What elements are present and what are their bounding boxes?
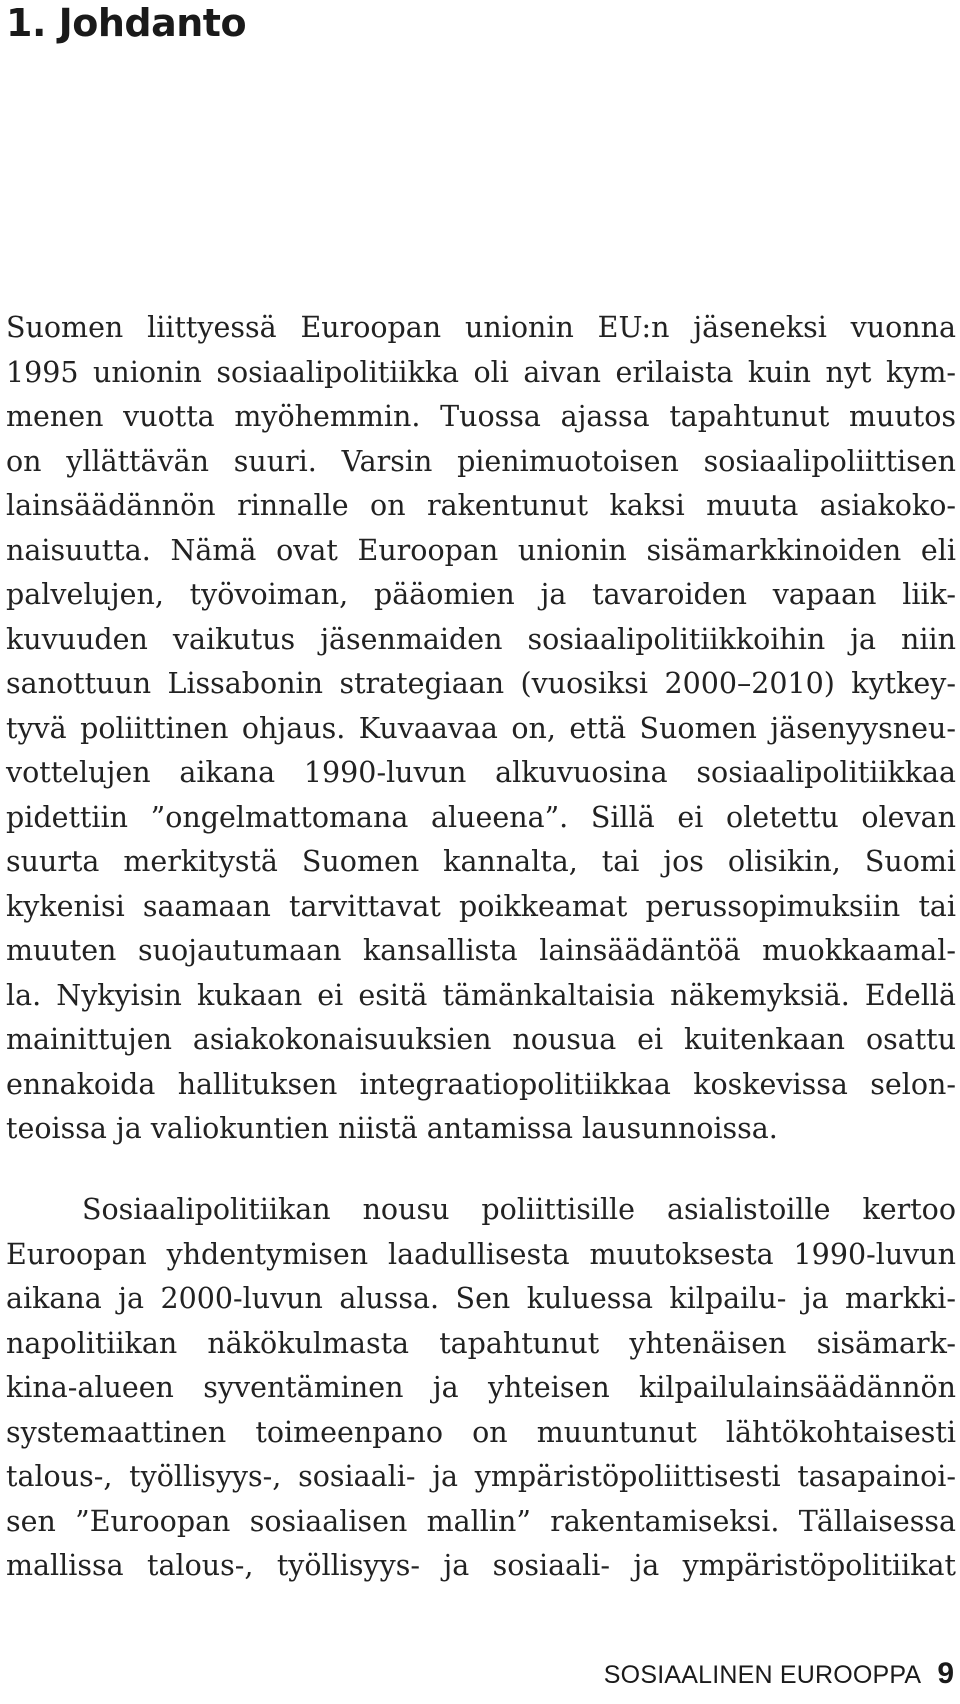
text-line: kina-alueen syventäminen ja yhteisen kilpailulainsäädännön: [6, 1371, 956, 1404]
paragraph-2: [6, 1188, 956, 1589]
text-line: muuten suojautumaan kansallista lainsäädäntöä muokkaamal-: [6, 934, 956, 967]
text-line: naisuutta. Nämä ovat Euroopan unionin sisämarkkinoiden eli: [6, 533, 956, 567]
text-line: palvelujen, työvoiman, pääomien ja tavaroiden vapaan liik-: [6, 578, 956, 611]
text-line: Euroopan yhdentymisen laadullisesta muutoksesta 1990-luvun: [6, 1237, 956, 1271]
text-line: mallissa talous-, työllisyys- ja sosiaali- ja ympäristöpolitiikat: [6, 1549, 956, 1582]
text-line: menen vuotta myöhemmin. Tuossa ajassa tapahtunut muutos: [6, 400, 956, 433]
text-line: 1995 unionin sosiaalipolitiikka oli aivan erilaista kuin nyt kym-: [6, 355, 956, 389]
text-line: aikana ja 2000-luvun alussa. Sen kuluessa kilpailu- ja markki-: [6, 1282, 956, 1315]
text-line: teoissa ja valiokuntien niistä antamissa lausunnoissa.: [6, 1112, 778, 1145]
text-line: ennakoida hallituksen integraatiopolitiikkaa koskevissa selon-: [6, 1067, 956, 1101]
text-line: suurta merkitystä Suomen kannalta, tai jos olisikin, Suomi: [6, 845, 956, 878]
text-line: Suomen liittyessä Euroopan unionin EU:n jäseneksi vuonna: [6, 311, 956, 344]
text-line: on yllättävän suuri. Varsin pienimuotoisen sosiaalipoliittisen: [6, 444, 956, 478]
text-line: pidettiin ”ongelmattomana alueena”. Sillä ei oletettu olevan: [6, 800, 956, 834]
text-line: napolitiikan näkökulmasta tapahtunut yhtenäisen sisämark-: [6, 1326, 956, 1360]
text-line: tyvä poliittinen ohjaus. Kuvaavaa on, että Suomen jäsenyysneu-: [6, 711, 956, 745]
paragraph-1: [6, 306, 956, 1152]
text-line: kuvuuden vaikutus jäsenmaiden sosiaalipolitiikkoihin ja niin: [6, 622, 956, 656]
chapter-title: 1. Johdanto: [6, 1, 247, 45]
text-line: systemaattinen toimeenpano on muuntunut lähtökohtaisesti: [6, 1415, 956, 1449]
text-line: vottelujen aikana 1990-luvun alkuvuosina sosiaalipolitiikkaa: [6, 756, 956, 789]
text-line: mainittujen asiakokonaisuuksien nousua ei kuitenkaan osattu: [6, 1023, 956, 1056]
text-line: Sosiaalipolitiikan nousu poliittisille asialistoille kertoo: [82, 1193, 956, 1226]
footer-running-title: SOSIAALINEN EUROOPPA: [603, 1661, 922, 1689]
text-line: kykenisi saamaan tarvittavat poikkeamat perussopimuksiin tai: [6, 889, 956, 923]
page-number: 9: [937, 1657, 954, 1690]
text-line: lainsäädännön rinnalle on rakentunut kaksi muuta asiakoko-: [6, 489, 956, 522]
text-line: talous-, työllisyys-, sosiaali- ja ympäristöpoliittisesti tasapainoi-: [6, 1460, 956, 1493]
text-line: la. Nykyisin kukaan ei esitä tämänkaltaisia näkemyksiä. Edellä: [6, 978, 956, 1012]
text-line: sen ”Euroopan sosiaalisen mallin” rakentamiseksi. Tällaisessa: [6, 1504, 956, 1538]
running-footer: [604, 1657, 954, 1691]
text-line: sanottuun Lissabonin strategiaan (vuosiksi 2000–2010) kytkey-: [6, 667, 956, 700]
